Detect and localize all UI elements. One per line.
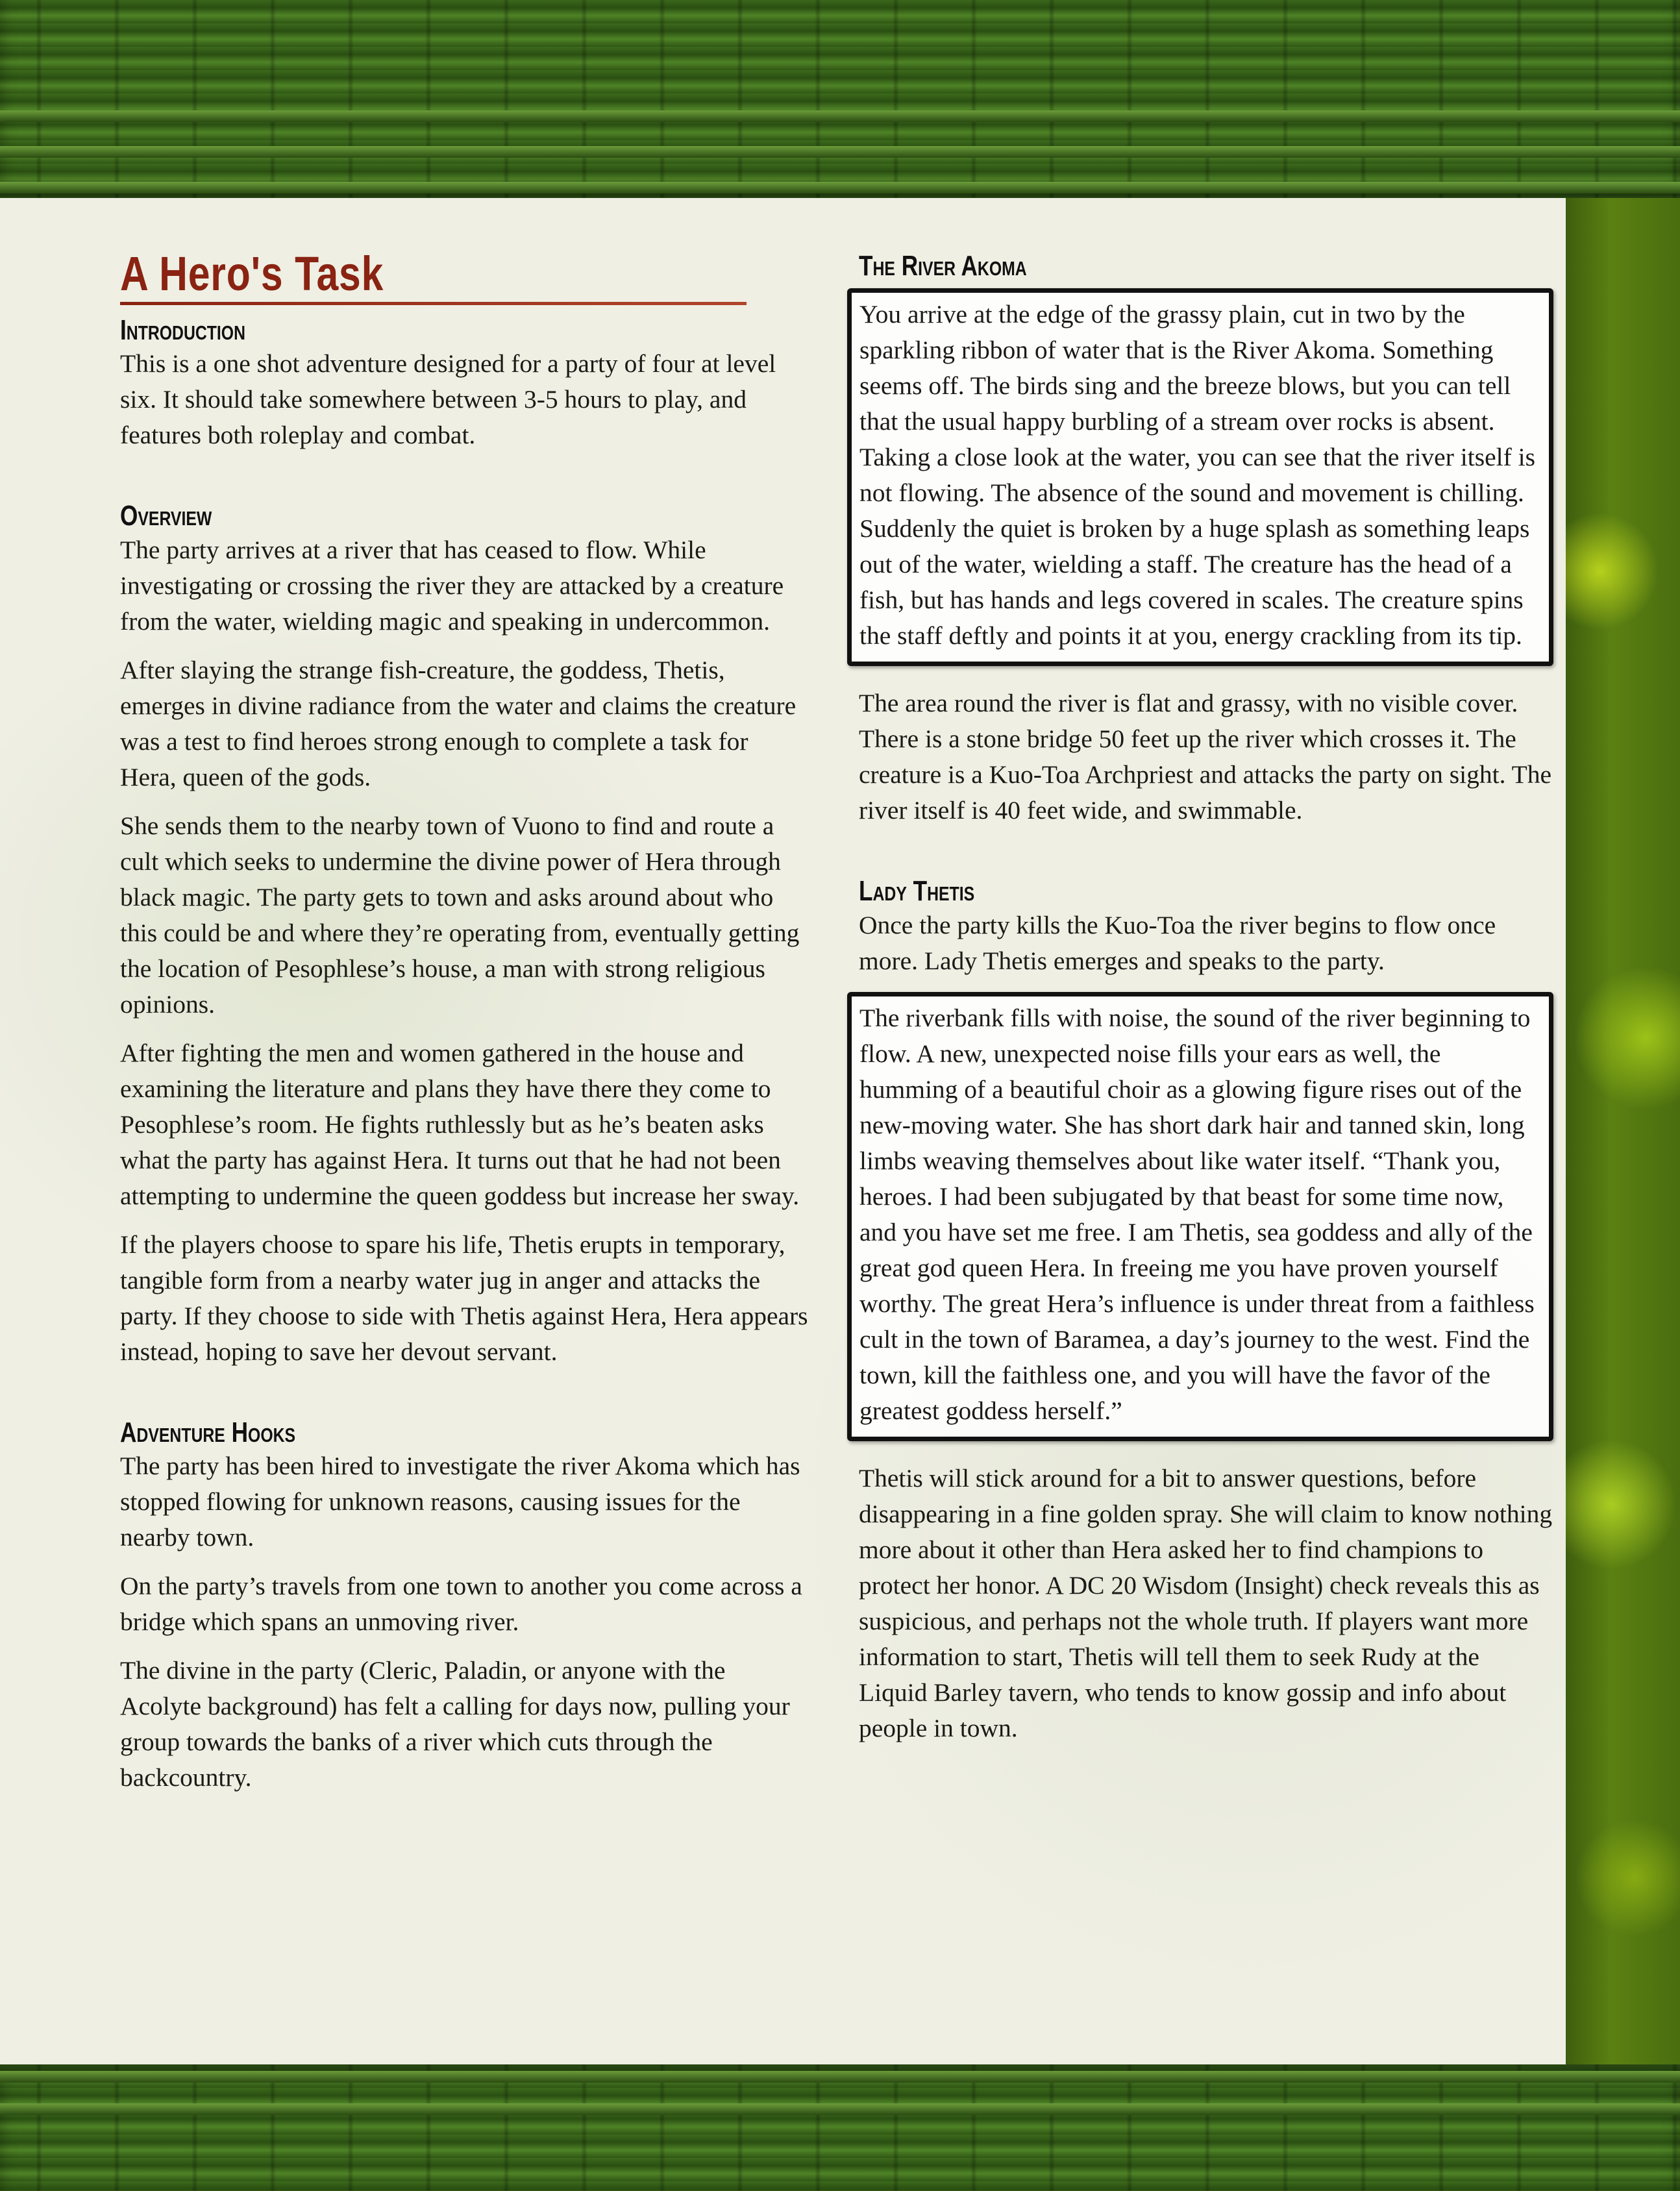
adventure-hooks-heading: Adventure Hooks [120, 1416, 296, 1448]
river-akoma-heading: The River Akoma [859, 250, 1027, 282]
read-aloud-text: The riverbank fills with noise, the sound of the river beginning to flow. A new, unexpected noise fills your ears as well, the humming of a beautiful choir as a glowing figure rises out of the new-moving water. She has short dark hair and tanned skin, long limbs weaving themselves about like water itself. “Thank you, heroes. I had been subjugated by that beast for some time now, and you have set me free. I am Thetis, sea goddess and ally of the great god queen Hera. In freeing me you have proven yourself worthy. The great Hera’s influence is under threat from a faithless cult in the town of Baramea, a day’s journey to the west. Find the town, kill the faithless one, and you will have the favor of the greatest goddess herself.” [859, 1003, 1535, 1425]
top-border [0, 0, 1680, 198]
overview-paragraph: If the players choose to spare his life, Thetis erupts in temporary, tangible form from a nearby water jug in anger and attacks the party. If they choose to side with Thetis against Hera, Hera appears instead, hoping to save her devout servant. [120, 1230, 808, 1366]
hook-paragraph: On the party’s travels from one town to another you come across a bridge which spans an unmoving river. [120, 1571, 802, 1636]
read-aloud-box [847, 288, 1553, 666]
lady-thetis-heading: Lady Thetis [859, 875, 975, 908]
hook-paragraph: The party has been hired to investigate the river Akoma which has stopped flowing for unknown reasons, causing issues for the nearby town. [120, 1451, 800, 1552]
hook-paragraph: The divine in the party (Cleric, Paladin, or anyone with the Acolyte background) has felt a calling for days now, pulling your group towards the banks of a river which cuts through the backcountry. [120, 1655, 790, 1792]
left-column [120, 247, 808, 1809]
introduction-heading: Introduction [120, 314, 246, 346]
thetis-closing-paragraph: Thetis will stick around for a bit to answer questions, before disappearing in a fine golden spray. She will claim to know nothing more about it other than Hera asked her to find champions to protect her honor. A DC 20 Wisdom (Insight) check reveals this as suspicious, and perhaps not the whole truth. If players want more information to start, Thetis will tell them to seek Rudy at the Liquid Barley tavern, who tends to know gossip and info about people in town. [859, 1463, 1553, 1742]
bottom-border-band [0, 2071, 1680, 2083]
bottom-border [0, 2064, 1680, 2191]
read-aloud-text: You arrive at the edge of the grassy plain, cut in two by the sparkling ribbon of water that is the River Akoma. Something seems off. The birds sing and the breeze blows, but you can tell that the usual happy burbling of a stream over rocks is absent. Taking a close look at the water, you can see that the river itself is not flowing. The absence of the sound and movement is chilling. Suddenly the quiet is broken by a huge splash as something leaps out of the water, wielding a staff. The creature has the head of a fish, but has hands and legs covered in scales. The creature spins the staff deftly and points it at you, energy crackling from its tip. [859, 300, 1535, 650]
overview-paragraph: After slaying the strange fish-creature, the goddess, Thetis, emerges in divine radiance from the water and claims the creature was a test to find heroes strong enough to complete a task for Hera, queen of the gods. [120, 655, 797, 791]
top-border-band [0, 146, 1680, 158]
read-aloud-box [847, 992, 1553, 1441]
page-title: A Hero's Task [120, 247, 384, 301]
bottom-border-band [0, 2103, 1680, 2115]
overview-paragraph: After fighting the men and women gathered in the house and examining the literature and plans they have there they come to Pesophlese’s room. He fights ruthlessly but as he’s beaten asks what the party has against Hera. It turns out that he had not been attempting to undermine the queen goddess but increase her sway. [120, 1038, 800, 1210]
overview-paragraph: She sends them to the nearby town of Vuono to find and route a cult which seeks to undermine the divine power of Hera through black magic. The party gets to town and asks around about who this could be and where they’re operating from, eventually getting the location of Pesophlese’s house, a man with strong religious opinions. [120, 811, 800, 1019]
right-column [859, 250, 1553, 1759]
top-border-band [0, 110, 1680, 122]
side-border [1566, 198, 1680, 2064]
river-paragraph: The area round the river is flat and grassy, with no visible cover. There is a stone bridge 50 feet up the river which crosses it. The creature is a Kuo-Toa Archpriest and attacks the party on sight. The river itself is 40 feet wide, and swimmable. [859, 689, 1552, 825]
title-underline [120, 302, 747, 305]
thetis-paragraph: Once the party kills the Kuo-Toa the river begins to flow once more. Lady Thetis emerges and speaks to the party. [859, 910, 1496, 975]
introduction-paragraph: This is a one shot adventure designed for a party of four at level six. It should take somewhere between 3-5 hours to play, and features both roleplay and combat. [120, 349, 776, 450]
top-border-band [0, 182, 1680, 193]
overview-heading: Overview [120, 500, 212, 532]
overview-paragraph: The party arrives at a river that has ceased to flow. While investigating or crossing the river they are attacked by a creature from the water, wielding magic and speaking in undercommon. [120, 535, 784, 636]
